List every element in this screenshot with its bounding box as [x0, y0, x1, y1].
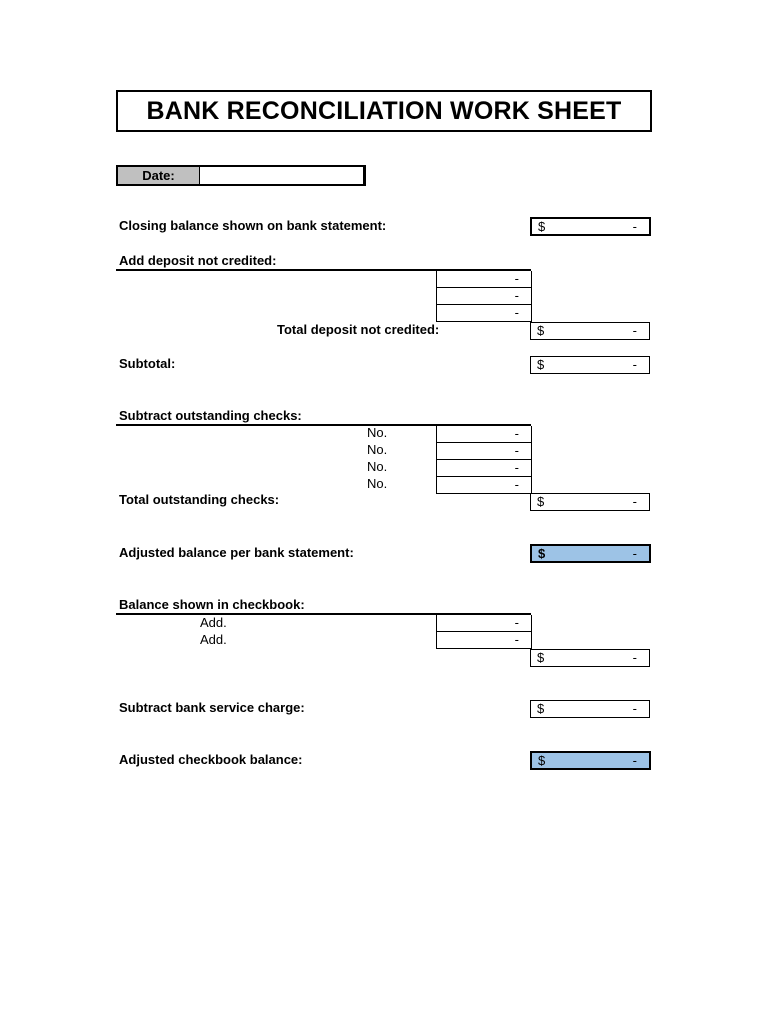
checkbook-label: Balance shown in checkbook: [119, 597, 305, 612]
currency-symbol: $ [538, 546, 546, 561]
adjusted-checkbook-label: Adjusted checkbook balance: [119, 752, 303, 767]
currency-symbol: $ [538, 753, 546, 768]
checkbook-add-2[interactable]: - [436, 632, 532, 649]
adjusted-bank-label: Adjusted balance per bank statement: [119, 545, 354, 560]
service-charge-field[interactable] [530, 700, 650, 718]
amount-value: - [632, 546, 637, 561]
deposit-entry-2[interactable]: - [436, 288, 532, 305]
currency-symbol: $ [537, 650, 545, 665]
outstanding-total-field[interactable] [530, 493, 650, 511]
amount-value: - [632, 219, 637, 234]
outstanding-check-4[interactable]: - [436, 477, 532, 494]
outstanding-check-3[interactable]: - [436, 460, 532, 477]
amount-value: - [632, 323, 637, 338]
amount-value: - [632, 753, 637, 768]
currency-symbol: $ [537, 701, 545, 716]
amount-value: - [632, 357, 637, 372]
check-number-label: No. [367, 476, 388, 491]
check-number-label: No. [367, 459, 388, 474]
adjusted-bank-field[interactable] [530, 544, 651, 563]
check-number-label: No. [367, 425, 388, 440]
closing-balance-field[interactable] [530, 217, 651, 236]
checkbook-total-field[interactable] [530, 649, 650, 667]
deposits-total-field[interactable] [530, 322, 650, 340]
deposits-label: Add deposit not credited: [119, 253, 277, 268]
outstanding-check-1[interactable]: - [436, 426, 532, 443]
check-number-label: No. [367, 442, 388, 457]
add-label: Add. [200, 632, 227, 647]
closing-balance-label: Closing balance shown on bank statement: [119, 218, 387, 233]
deposit-entry-3[interactable]: - [436, 305, 532, 322]
currency-symbol: $ [537, 323, 545, 338]
adjusted-checkbook-field[interactable] [530, 751, 651, 770]
amount-value: - [632, 701, 637, 716]
service-charge-label: Subtract bank service charge: [119, 700, 305, 715]
deposit-entry-1[interactable]: - [436, 271, 532, 288]
checkbook-add-1[interactable]: - [436, 615, 532, 632]
currency-symbol: $ [537, 357, 545, 372]
page-title: BANK RECONCILIATION WORK SHEET [116, 90, 652, 132]
outstanding-check-2[interactable]: - [436, 443, 532, 460]
amount-value: - [632, 494, 637, 509]
outstanding-total-label: Total outstanding checks: [119, 492, 280, 507]
date-label: Date: [116, 165, 200, 186]
deposits-total-label: Total deposit not credited: [277, 322, 440, 337]
subtotal-label: Subtotal: [119, 356, 176, 371]
subtotal-field[interactable] [530, 356, 650, 374]
outstanding-checks-label: Subtract outstanding checks: [119, 408, 302, 423]
amount-value: - [632, 650, 637, 665]
date-field[interactable] [198, 165, 366, 186]
currency-symbol: $ [537, 494, 545, 509]
currency-symbol: $ [538, 219, 546, 234]
add-label: Add. [200, 615, 227, 630]
